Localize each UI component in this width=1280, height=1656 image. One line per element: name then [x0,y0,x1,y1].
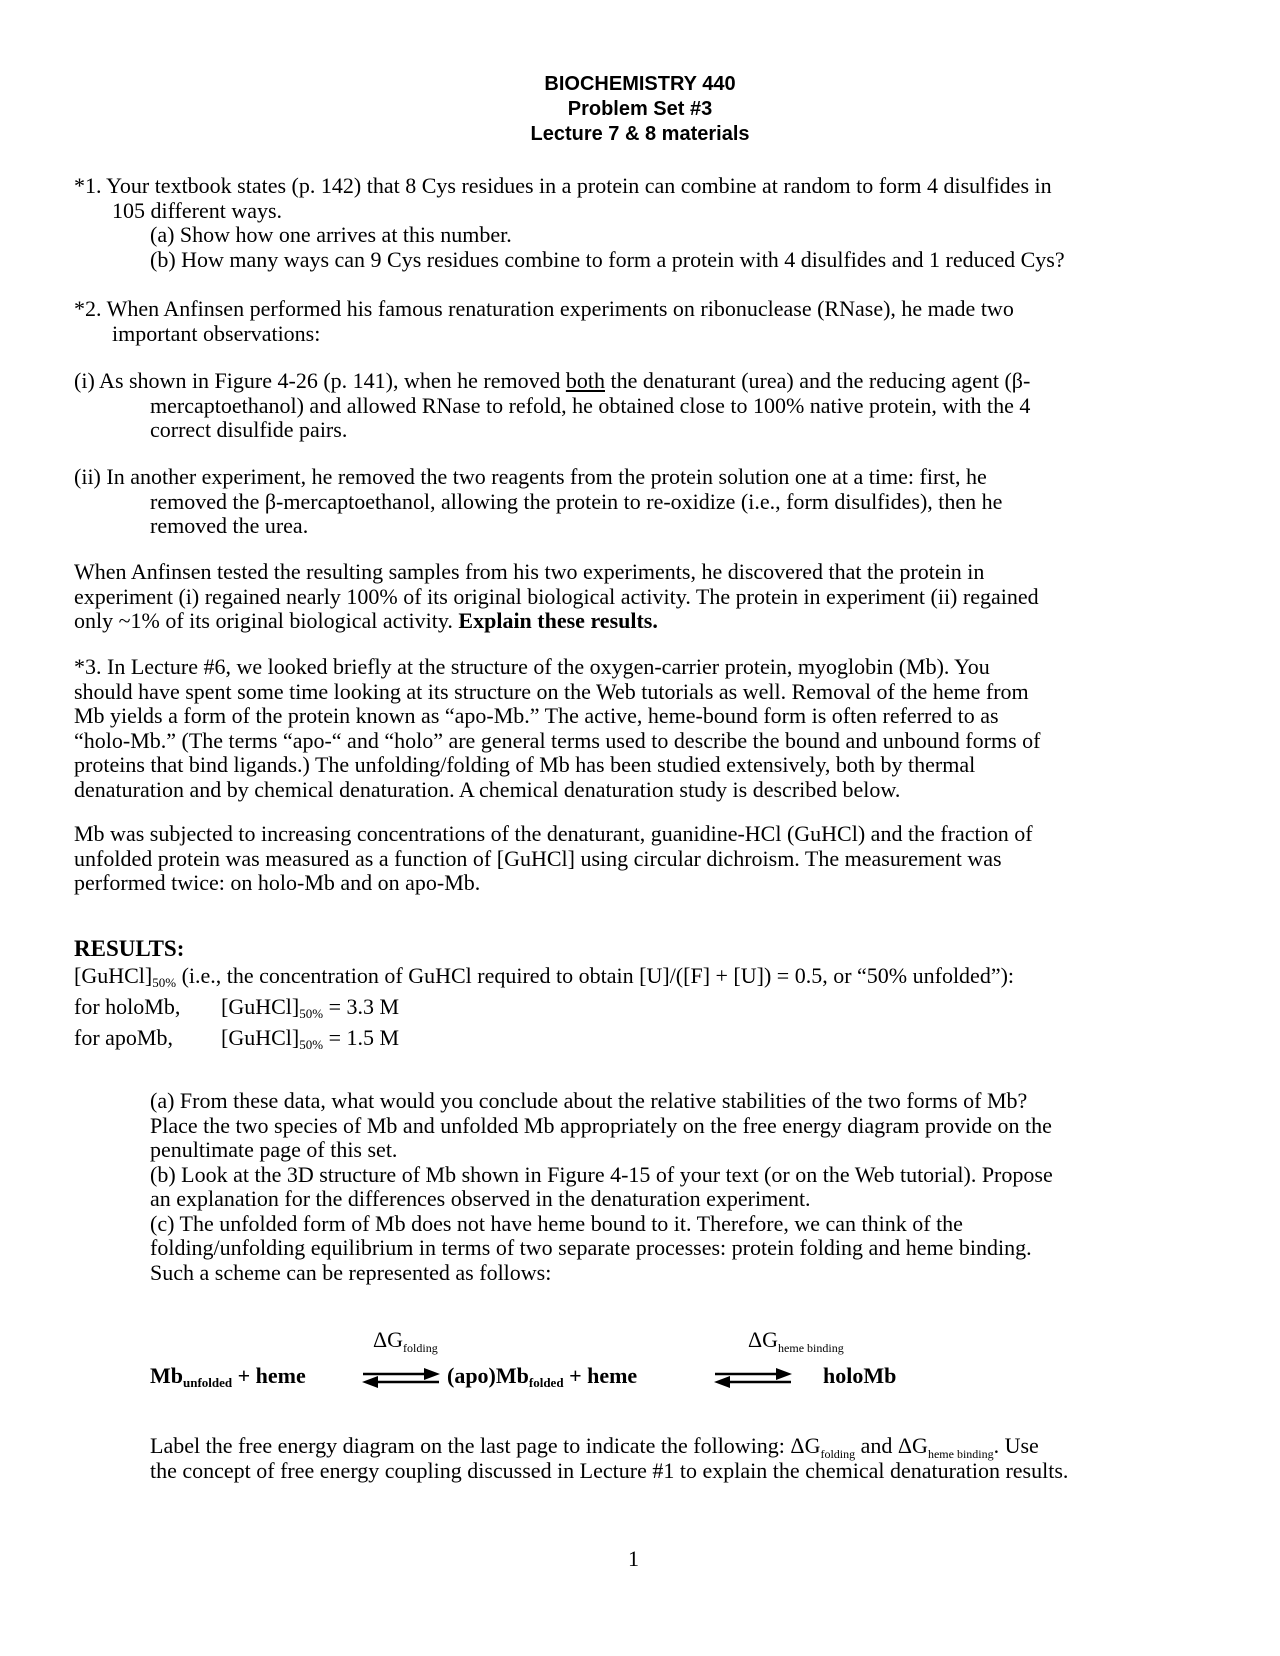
q2-ii-line-1: (ii) In another experiment, he removed the two reagents from the protein solution one at a time: first, he [74,464,987,489]
results-definition: $[GuHCl]_{50\%}$ (i.e., the concentration of GuHCl required to obtain [U]/([F] + [U]) = 0.5, or “50% unfolded”): [74,963,1015,990]
q3-c-line-3: Such a scheme can be represented as follows: [150,1259,552,1285]
course-title: BIOCHEMISTRY 440 [544,73,736,95]
q3-method-line-3: performed twice: on holo-Mb and on apo-Mb. [74,870,481,895]
q3-method-line-1: Mb was subjected to increasing concentrations of the denaturant, guanidine-HCl (GuHCl) and the fraction of [74,821,1033,846]
holo-mb-species: holoMb [823,1363,897,1388]
explain-results-prompt: Explain these results. [458,608,658,633]
q3-a-line-2: Place the two species of Mb and unfolded Mb appropriately on the free energy diagram provide on the [150,1112,1052,1138]
q3-line-2: should have spent some time looking at its structure on the Web tutorials as well. Removal of the heme from [74,678,1029,704]
final-line-1: Label the free energy diagram on the last page to indicate the following: $\Delta G_{folding}$ and $\Delta G_{heme binding}$. Use [150,1433,1039,1461]
q3-method-line-2: unfolded protein was measured as a function of [GuHCl] using circular dichroism. The measurement was [74,845,1002,871]
q2-i-line-1: (i) As shown in Figure 4-26 (p. 141), when he removed both the denaturant (urea) and the reducing agent (β- [74,368,1031,393]
q3-c-line-1: (c) The unfolded form of Mb does not have heme bound to it. Therefore, we can think of the [150,1210,963,1236]
q2-p-line-3: only ~1% of its original biological activity. Explain these results. [74,608,658,633]
q3-c-line-2: folding/unfolding equilibrium in terms of two separate processes: protein folding and heme binding. [150,1235,1032,1260]
q3-a-line-3: penultimate page of this set. [150,1137,398,1162]
q3-b-line-1: (b) Look at the 3D structure of Mb shown in Figure 4-15 of your text (or on the Web tutorial). Propose [150,1161,1053,1187]
holo-result-value: $[GuHCl]_{50\%} = 3.3$ M [221,994,400,1021]
folding-equilibrium-arrow [360,1366,442,1390]
delta-g-folding-label: $\Delta G_{folding}$ [373,1327,438,1355]
page-number: 1 [628,1546,639,1571]
q2-ii-line-3: removed the urea. [150,513,309,538]
q2-p-line-1: When Anfinsen tested the resulting samples from his two experiments, he discovered that the protein in [74,559,985,584]
question-1 [74,174,1065,272]
apo-result-value: $[GuHCl]_{50\%} = 1.5$ M [221,1025,400,1052]
q2-line-1: *2. When Anfinsen performed his famous renaturation experiments on ribonuclease (RNase), he made two [74,296,1014,321]
q3-line-5: proteins that bind ligands.) The unfolding/folding of Mb has been studied extensively, both by thermal [74,752,976,777]
q3-line-4: “holo-Mb.” (The terms “apo-“ and “holo” are general terms used to describe the bound and unbound forms of [74,727,1041,753]
q2-i-line-3: correct disulfide pairs. [150,417,348,442]
q2-observation-i [74,369,1030,443]
apo-mb-folded-species: $(apo)Mb_{folded}$ + heme [447,1363,638,1390]
apo-result-label: for apoMb, [74,1025,173,1050]
q3-b-line-2: an explanation for the differences observed in the denaturation experiment. [150,1186,811,1211]
q3-parts [150,1089,1053,1285]
final-line-2: the concept of free energy coupling discussed in Lecture #1 to explain the chemical denaturation results. [150,1457,1069,1483]
heme-binding-equilibrium-arrow [712,1366,794,1390]
q2-i-line-2: mercaptoethanol) and allowed RNase to refold, he obtained close to 100% native protein, with the 4 [150,392,1031,418]
q3-line-1: *3. In Lecture #6, we looked briefly at the structure of the oxygen-carrier protein, myoglobin (Mb). You [74,654,990,679]
delta-g-heme-binding-label: $\Delta G_{heme binding}$ [748,1327,844,1355]
q3-method-paragraph [74,822,1033,896]
q1-part-b: (b) How many ways can 9 Cys residues combine to form a protein with 4 disulfides and 1 reduced Cys? [150,246,1065,272]
unfolded-mb-species: $Mb_{unfolded}$ + heme [150,1363,306,1390]
q2-line-2: important observations: [112,320,321,346]
q2-ii-line-2: removed the β-mercaptoethanol, allowing the protein to re-oxidize (i.e., form disulfides), then he [150,488,1003,514]
q1-line-2: 105 different ways. [112,197,283,223]
question-3 [74,655,1040,802]
q2-both-underlined: both [565,368,605,393]
final-instructions [150,1434,1068,1483]
q2-results-paragraph [74,560,1039,634]
q3-line-3: Mb yields a form of the protein known as “apo-Mb.” The active, heme-bound form is often referred to as [74,703,999,728]
lecture-materials-title: Lecture 7 & 8 materials [530,123,750,145]
q2-p-line-2: experiment (i) regained nearly 100% of its original biological activity. The protein in experiment (ii) regained [74,583,1039,609]
q1-part-a: (a) Show how one arrives at this number. [150,222,512,247]
results-heading: RESULTS: [74,936,185,961]
question-2 [74,297,1014,346]
q1-line-1: *1. Your textbook states (p. 142) that 8 Cys residues in a protein can combine at random to form 4 disulfides in [74,173,1052,198]
q3-a-line-1: (a) From these data, what would you conclude about the relative stabilities of the two forms of Mb? [150,1088,1028,1113]
problem-set-title: Problem Set #3 [567,98,713,120]
holo-result-label: for holoMb, [74,994,181,1019]
q2-observation-ii [74,465,1002,539]
q3-line-6: denaturation and by chemical denaturation. A chemical denaturation study is described below. [74,776,901,802]
